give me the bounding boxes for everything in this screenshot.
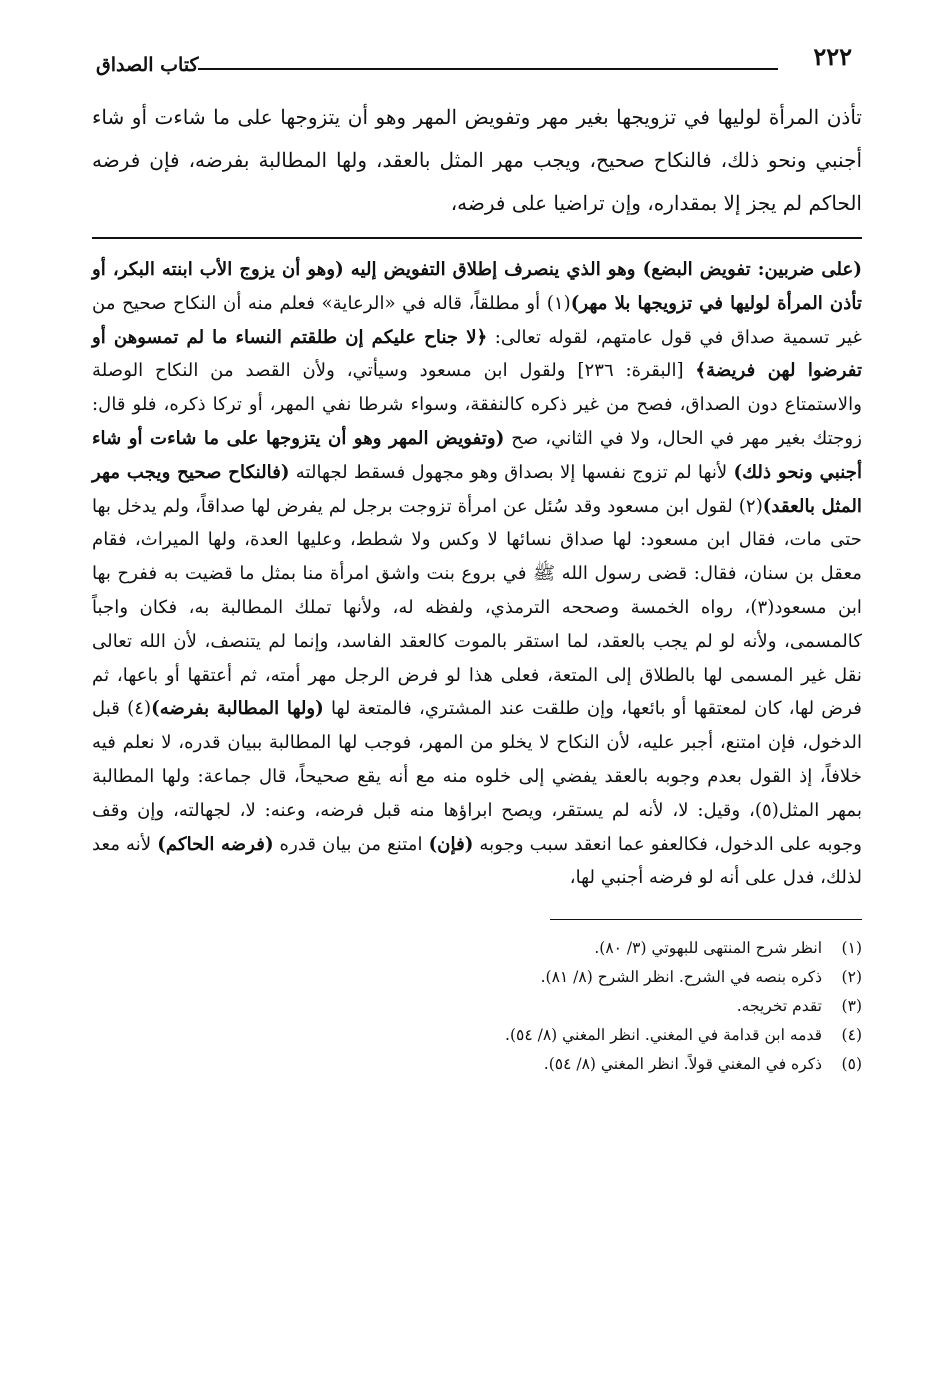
bold-phrase: (وهو أن يزوج الأب ابنته البكر، أو تأذن المرأة لوليها في تزويجها بلا مهر) bbox=[92, 259, 862, 314]
bold-phrase: (فرضه الحاكم) bbox=[157, 833, 274, 855]
footnote-number: (٥) bbox=[841, 1055, 862, 1074]
text-run: لأنه معد لذلك، فدل على أنه لو فرضه أجنبي لها، bbox=[92, 833, 862, 889]
bold-phrase: (وتفويض المهر وهو أن يتزوجها على ما شاءت أو شاء أجنبي ونحو ذلك) bbox=[92, 427, 862, 483]
footnote-number: (٢) bbox=[841, 968, 862, 987]
bold-phrase: (فإن) bbox=[428, 833, 474, 855]
footnotes bbox=[92, 934, 862, 1079]
footnote-separator-rule bbox=[550, 919, 862, 920]
text-run: (١) أو مطلقاً، قاله في «الرعاية» فعلم منه أن النكاح صحيح من غير تسمية صداق في قول عامتهم، لقوله تعالى: bbox=[92, 292, 862, 348]
footnote-number: (٤) bbox=[841, 1026, 862, 1045]
main-text-paragraph: تأذن المرأة لوليها في تزويجها بغير مهر وتفويض المهر وهو أن يتزوجها على ما شاءت أو شاء أجنبي ونحو ذلك، فالنكاح صحيح، ويجب مهر المثل بالعقد، ولها المطالبة بفرضه، فإن فرضه الحاكم لم يجز إلا بمقداره، وإن تراضيا على فرضه، bbox=[92, 105, 862, 215]
footnote bbox=[92, 1050, 862, 1079]
bold-phrase: (ولها المطالبة بفرضه) bbox=[151, 698, 324, 720]
footnote bbox=[92, 992, 862, 1021]
bold-phrase: ) وهو الذي ينصرف إطلاق التفويض إليه bbox=[343, 259, 652, 280]
text-run: (٢) لقول ابن مسعود وقد سُئل عن امرأة تزوجت برجل لم يفرض لها صداقاً، ولم يدخل بها حتى مات، فقال ابن مسعود: لها صداق نسائها لا وكس ولا شطط، وعليها العدة، ولها الميراث، فقام معقل بن سنان، فقال: قضى رسول الله ﷺ في بروع بنت واشق امرأة منا بمثل ما قضيت به ففرح بها ابن مسعود(٣)، رواه الخمسة وصححه الترمذي، ولفظه له، ولأنها تملك المطالبة به، فكان واجباً كالمسمى، ولأنه لو لم يجب بالعقد، لما استقر بالموت كالعقد الفاسد، وإنما لم يتنصف، لأن الله تعالى نقل غير المسمى لها بالطلاق إلى المتعة، فعلى هذا لو فرض الرجل مهر أمته، ثم أعتقها أو باعها، ثم فرض لها، كان لمعتقها أو بائعها، وإن طلقت عند المشتري، فالمتعة لها bbox=[92, 495, 863, 720]
footnote-separator-wrap bbox=[92, 919, 862, 920]
footnote-number: (١) bbox=[841, 939, 862, 958]
footnote-number: (٣) bbox=[841, 997, 862, 1016]
footnote-text: ذكره بنصه في الشرح. انظر الشرح (٨/ ٨١). bbox=[540, 968, 822, 987]
page-header bbox=[92, 36, 862, 84]
footnote-text: انظر شرح المنتهى للبهوتي (٣/ ٨٠). bbox=[594, 939, 822, 958]
footnote bbox=[92, 1021, 862, 1050]
footnote bbox=[92, 963, 862, 992]
footnote-text: قدمه ابن قدامة في المغني. انظر المغني (٨/ ٥٤). bbox=[505, 1026, 822, 1045]
commentary-paragraph bbox=[92, 253, 862, 895]
text-run: لأنها لم تزوج نفسها إلا بصداق وهو مجهول فسقط لجهالته bbox=[289, 461, 734, 483]
book-page bbox=[92, 36, 862, 1079]
commentary bbox=[92, 253, 862, 895]
text-separator-rule bbox=[92, 237, 862, 239]
text-run: (٤) قبل الدخول، فإن امتنع، أجبر عليه، لأن النكاح لا يخلو من المهر، فوجب لها المطالبة ببيان قدره، لا نعلم فيه خلافاً، إذ القول بعدم وجوبه بالعقد يفضي إلى خلوه منه مع أنه يقع صحيحاً، قال جماعة: ولها المطالبة بمهر المثل(٥)، وقيل: لا، لأنه لم يستقر، ويصح ابراؤها منه قبل فرضه، وعنه: لا، لجهالته، وإن وقف وجوبه على الدخول، فكالعفو عما انعقد سبب وجوبه bbox=[92, 698, 863, 855]
page-number: ٢٢٢ bbox=[813, 42, 852, 71]
running-title: كتاب الصداق bbox=[96, 54, 199, 76]
quran-verse: ﴿لا جناح عليكم إن طلقتم النساء ما لم تمسوهن أو تفرضوا لهن فريضة﴾ bbox=[92, 326, 863, 382]
footnote-text: ذكره في المغني قولاً. انظر المغني (٨/ ٥٤). bbox=[543, 1055, 822, 1074]
main-text bbox=[92, 96, 862, 225]
footnote-text: تقدم تخريجه. bbox=[736, 997, 822, 1016]
footnote bbox=[92, 934, 862, 963]
bold-phrase: تفويض البضع bbox=[651, 259, 751, 280]
text-run: [البقرة: ٢٣٦] ولقول ابن مسعود وسيأتي، ولأن القصد من النكاح الوصلة والاستمتاع دون الصداق، فصح من غير ذكره كالنفقة، وسواء شرطا نفي المهر، أو تركا ذكره، فلو قال: زوجتك بغير مهر في الحال، ولا في الثاني، صح bbox=[92, 360, 862, 449]
header-rule bbox=[198, 68, 778, 70]
bold-phrase: (فالنكاح صحيح ويجب مهر المثل بالعقد) bbox=[92, 461, 862, 517]
text-run: امتنع من بيان قدره bbox=[273, 833, 429, 855]
bold-phrase: (على ضربين: bbox=[750, 259, 863, 280]
